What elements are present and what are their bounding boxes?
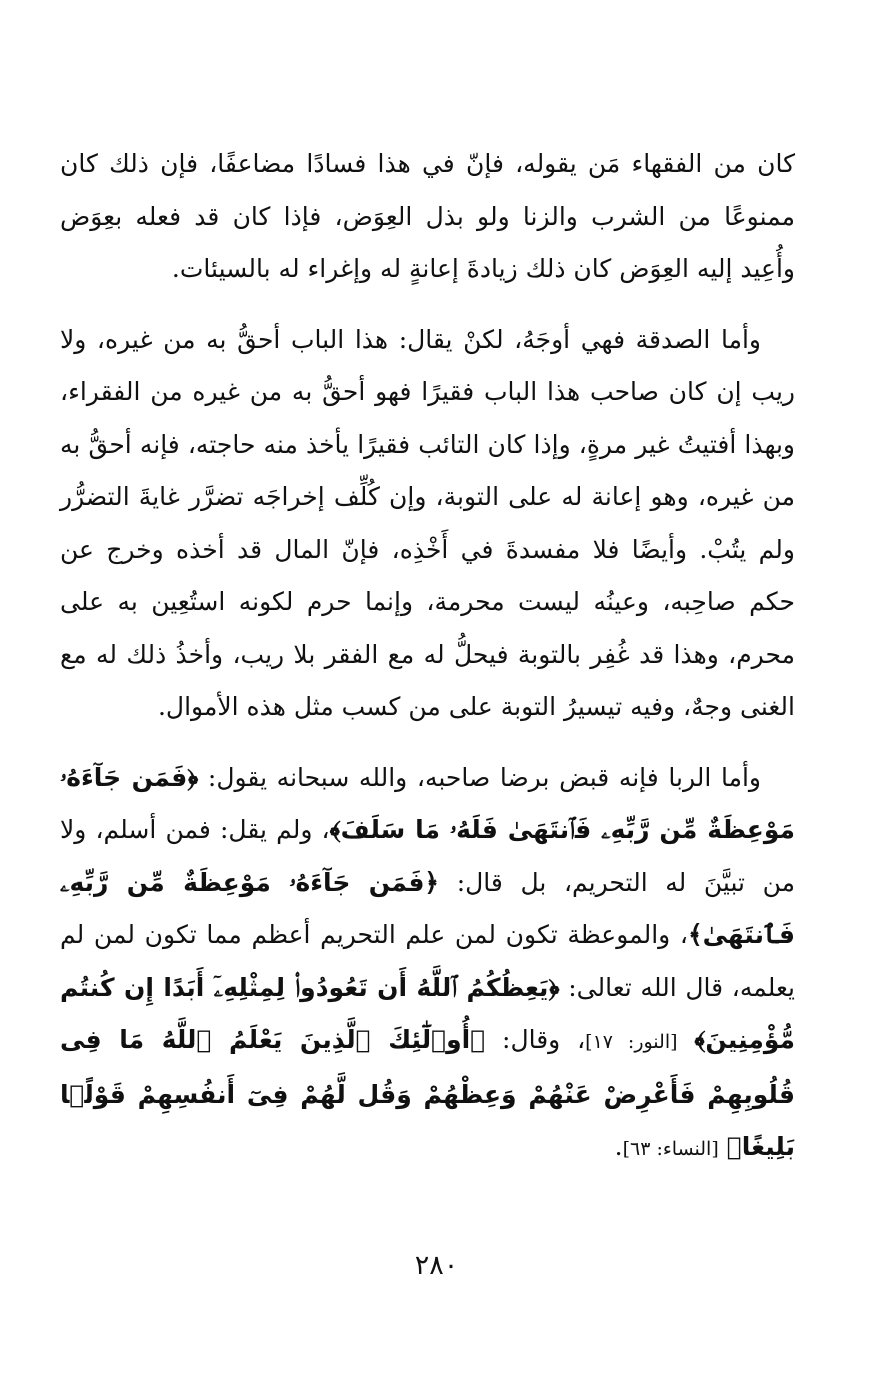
- quran-verse-2: ﴿فَمَن جَآءَهُۥ مَوْعِظَةٌ مِّن رَّبِّهِۦ فَٱنتَهَىٰ﴾: [60, 867, 795, 949]
- paragraph-1: كان من الفقهاء مَن يقوله، فإنّ في هذا فسادًا مضاعفًا، فإن ذلك كان ممنوعًا من الشرب والزنا ولو بذل العِوَض، فإذا كان قد فعله بعِوَض وأُعِيد إليه العِوَض كان ذلك زيادةَ إعانةٍ له وإغراء له بالسيئات.: [60, 149, 795, 283]
- quran-verse-3: ﴿يَعِظُكُمُ ٱللَّهُ أَن تَعُودُوا۟ لِمِثْلِهِۦٓ أَبَدًا إِن كُنتُم مُّؤْمِنِينَ﴾: [60, 972, 795, 1054]
- quran-verse-1: ﴿فَمَن جَآءَهُۥ مَوْعِظَةٌ مِّن رَّبِّهِۦ فَٱنتَهَىٰ فَلَهُۥ مَا سَلَفَ﴾: [60, 762, 796, 844]
- verse-reference-2: [النساء: ٦٣]: [622, 1138, 719, 1160]
- verse-reference-1: [النور: ١٧]: [585, 1031, 678, 1053]
- paragraph-3-text-4: ، وقال:: [485, 1025, 586, 1054]
- paragraph-3-text-5: .: [614, 1132, 623, 1161]
- quran-verse-4: ﴿أُو۟لَٰٓئِكَ ٱلَّذِينَ يَعْلَمُ ٱللَّهُ مَا فِى قُلُوبِهِمْ فَأَعْرِضْ عَنْهُمْ وَعِظْهُمْ وَقُل لَّهُمْ فِىٓ أَنفُسِهِمْ قَوْلًۢا بَلِيغًا﴾: [60, 1025, 795, 1161]
- paragraph-2: وأما الصدقة فهي أوجَهُ، لكنْ يقال: هذا الباب أحقُّ به من غيره، ولا ريب إن كان صاحب هذا الباب فقيرًا فهو أحقُّ به من غيره من الفقراء، وبهذا أفتيتُ غير مرةٍ، وإذا كان التائب فقيرًا يأخذ منه حاجته، فإنه أحقُّ به من غيره، وهو إعانة له على التوبة، وإن كُلِّف إخراجَه تضرَّر غايةَ التضرُّر ولم يتُبْ. وأيضًا فلا مفسدةَ في أَخْذِه، فإنّ المال قد أخذه وخرج عن حكم صاحِبه، وعينُه ليست محرمة، وإنما حرم لكونه استُعِين به على محرم، وهذا قد غُفِر بالتوبة فيحلُّ له مع الفقر بلا ريب، وأخذُ ذلك له مع الغنى وجهٌ، وفيه تيسيرُ التوبة على من كسب مثل هذه الأموال.: [60, 324, 795, 721]
- paragraph-3-text-2: ، ولم يقل: فمن أسلم، ولا من تبيَّنَ له التحريم، بل قال:: [60, 815, 795, 897]
- paragraph-3: [60, 752, 795, 1176]
- paragraph-3-text-3: ، والموعظة تكون لمن علم التحريم أعظم مما تكون لمن لم يعلمه، قال الله تعالى:: [60, 920, 795, 1002]
- paragraph-3-text-1: وأما الربا فإنه قبض برضا صاحبه، والله سبحانه يقول:: [198, 762, 761, 792]
- page-number: ٢٨٠: [414, 1250, 459, 1281]
